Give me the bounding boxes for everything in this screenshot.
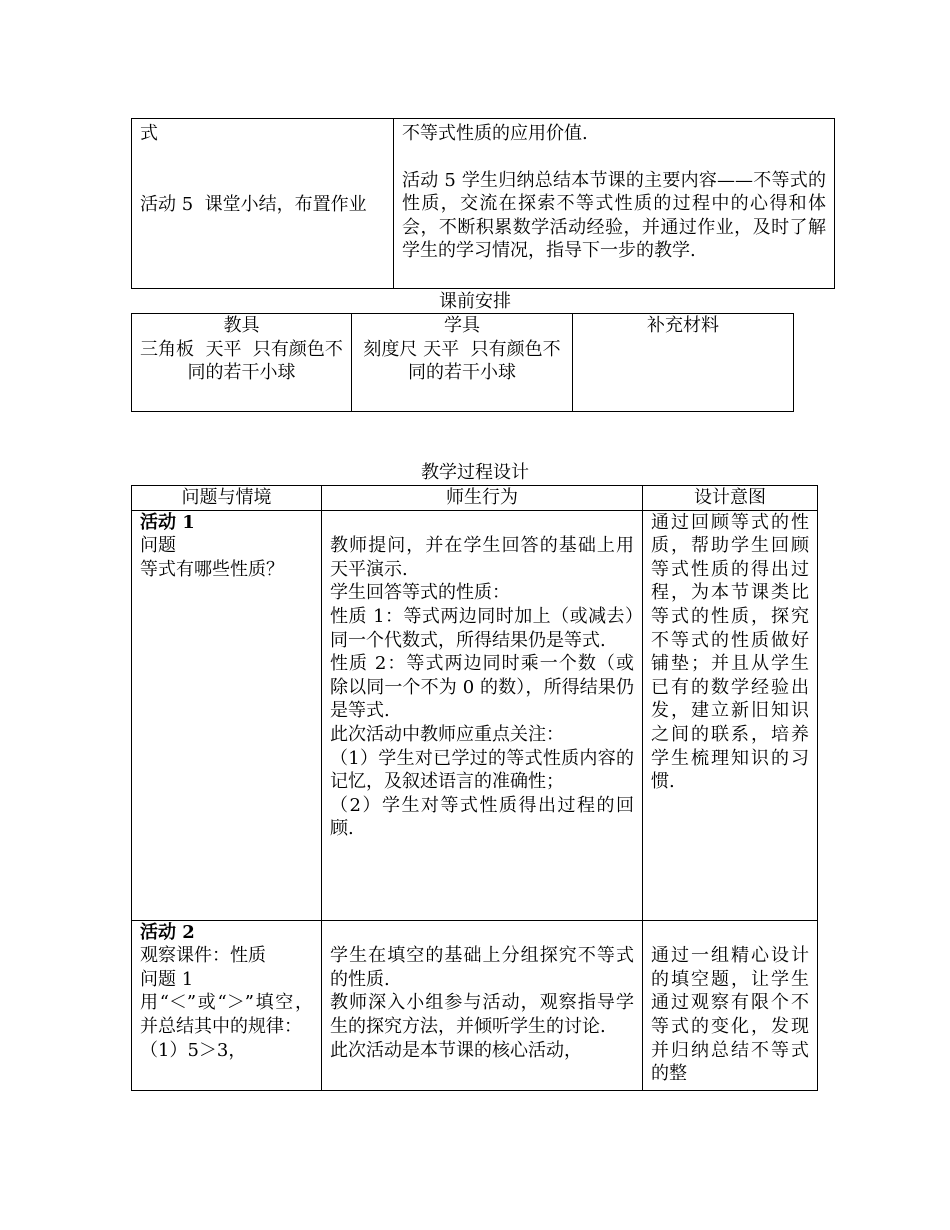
activity-label: 活动 2	[140, 921, 195, 943]
header-row	[132, 486, 818, 511]
column-header: 学具	[444, 315, 480, 336]
cell-text: 教师提问，并在学生回答的基础上用天平演示. 学生回答等式的性质： 性质 1：等式两边同时加上（或减去）同一个代数式，所得结果仍是等式. 性质 2：等式两边同时乘一个数（或除以同一个不为 0 的数），所得结果仍是等式. 此次活动中教师应重点关注： （1）学生对已学过的等式性质内容的记忆，及叙述语言的准确性； （2）学生对等式性质得出过程的回顾.	[330, 535, 634, 840]
behavior-column-cell	[394, 119, 835, 289]
cell-text: 活动 5 学生归纳总结本节课的主要内容——不等式的性质，交流在探索不等式性质的过程中的心得和体会，不断积累数学活动经验，并通过作业，及时了解学生的学习情况，指导下一步的教学.	[402, 169, 826, 262]
activity-column-cell	[132, 119, 394, 289]
table-row	[132, 314, 794, 412]
top-table	[131, 118, 835, 289]
intent-cell	[643, 510, 818, 920]
student-tools-cell	[352, 314, 573, 412]
column-header: 教具	[223, 315, 260, 336]
question-cell	[132, 510, 322, 920]
cell-text: 式 活动 5 课堂小结，布置作业	[140, 123, 367, 215]
column-header: 补充材料	[647, 315, 719, 336]
table-row	[132, 920, 818, 1090]
question-cell	[132, 920, 322, 1090]
intent-cell	[643, 920, 818, 1090]
activity-label: 活动 1	[140, 511, 195, 533]
supplement-cell	[573, 314, 794, 412]
section-title-prep: 课前安排	[439, 291, 511, 312]
column-header: 问题与情境	[132, 486, 322, 511]
action-cell	[322, 510, 643, 920]
cell-text: 通过一组精心设计的填空题，让学生通过观察有限个不等式的变化，发现并归纳总结不等式的整	[651, 945, 809, 1085]
column-header: 设计意图	[643, 486, 818, 511]
column-header: 师生行为	[322, 486, 643, 511]
section-title-process: 教学过程设计	[421, 462, 529, 483]
cell-text: 观察课件：性质 问题 1 用“＜”或“＞”填空，并总结其中的规律： （1）5＞3，	[140, 945, 313, 1061]
prep-table	[131, 313, 794, 412]
cell-text: 学生在填空的基础上分组探究不等式的性质. 教师深入小组参与活动，观察指导学生的探究方法，并倾听学生的讨论. 此次活动是本节课的核心活动，	[330, 945, 634, 1061]
table-row	[132, 119, 835, 289]
action-cell	[322, 920, 643, 1090]
cell-text: 不等式性质的应用价值.	[402, 123, 588, 144]
cell-text: 刻度尺 天平 只有颜色不同的若干小球	[363, 338, 561, 384]
cell-text: 通过回顾等式的性质，帮助学生回顾等式性质的得出过程，为本节课类比等式的性质，探究不等式的性质做好铺垫；并且从学生已有的数学经验出发，建立新旧知识之间的联系，培养学生梳理知识的习惯.	[651, 511, 809, 793]
cell-text: 问题 等式有哪些性质？	[140, 535, 284, 580]
process-table	[131, 485, 818, 1091]
table-row	[132, 510, 818, 920]
teaching-tools-cell	[132, 314, 352, 412]
cell-text: 三角板 天平 只有颜色不同的若干小球	[140, 338, 343, 384]
